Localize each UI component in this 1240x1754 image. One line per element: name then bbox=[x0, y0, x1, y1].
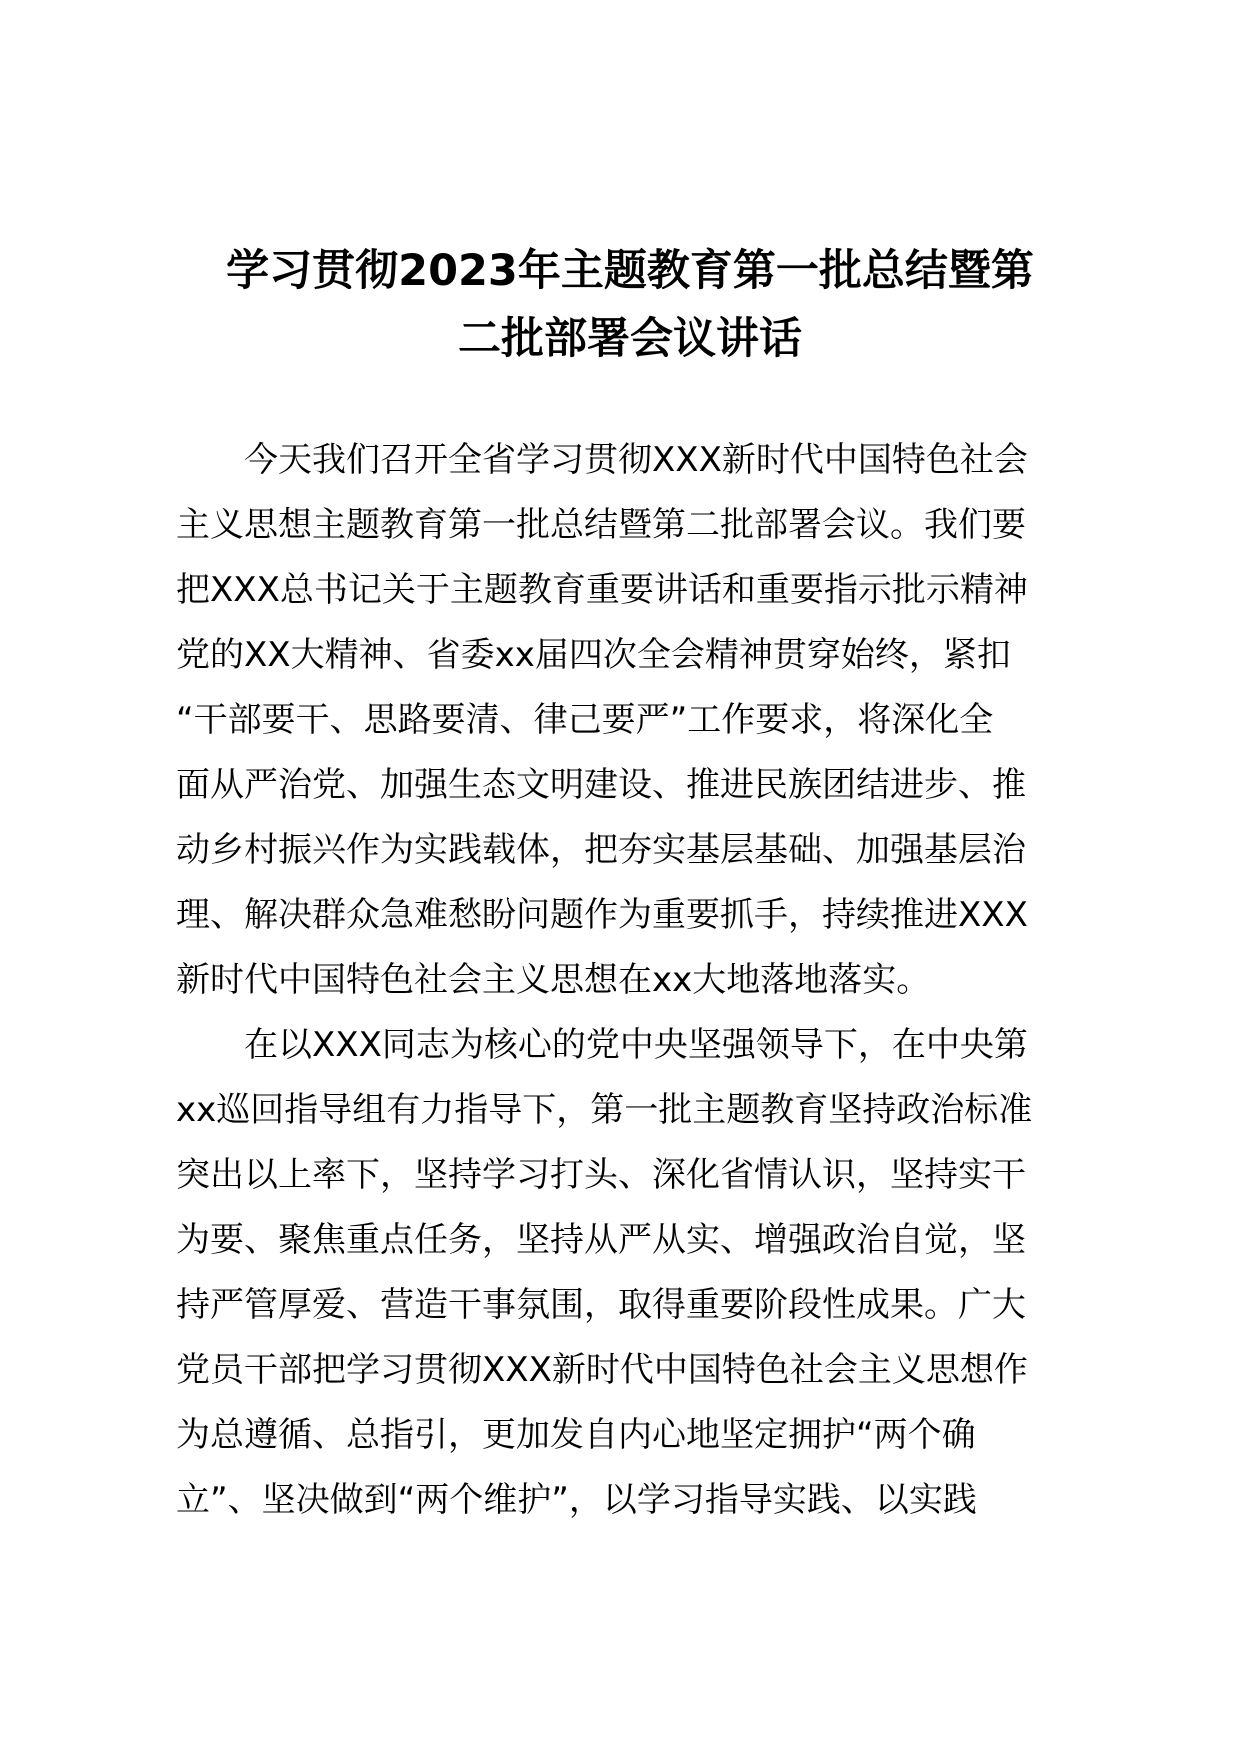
paragraph-line: 党的XX大精神、省委xx届四次全会精神贯穿始终，紧扣 bbox=[176, 635, 1011, 675]
paragraph-line: 为总遵循、总指引，更加发自内心地坚定拥护“两个确 bbox=[176, 1415, 976, 1455]
paragraph-line: 面从严治党、加强生态文明建设、推进民族团结进步、推 bbox=[176, 765, 1026, 805]
paragraph-line: 持严管厚爱、营造干事氛围，取得重要阶段性成果。广大 bbox=[176, 1285, 1026, 1325]
paragraph-1 bbox=[176, 428, 1096, 1013]
paragraph-line: 立”、坚决做到“两个维护”，以学习指导实践、以实践 bbox=[176, 1480, 977, 1520]
paragraph-2 bbox=[176, 1013, 1096, 1533]
paragraph-line: 为要、聚焦重点任务，坚持从严从实、增强政治自觉，坚 bbox=[176, 1220, 1026, 1260]
paragraph-line: 主义思想主题教育第一批总结暨第二批部署会议。我们要 bbox=[176, 505, 1026, 545]
paragraph-line: 在以XXX同志为核心的党中央坚强领导下，在中央第 bbox=[244, 1025, 1028, 1065]
paragraph-line: 动乡村振兴作为实践载体，把夯实基层基础、加强基层治 bbox=[176, 830, 1026, 870]
paragraph-line: 把XXX总书记关于主题教育重要讲话和重要指示批示精神 bbox=[176, 570, 1028, 610]
paragraph-line: “干部要干、思路要清、律己要严”工作要求，将深化全 bbox=[176, 700, 994, 740]
paragraph-line: 党员干部把学习贯彻XXX新时代中国特色社会主义思想作 bbox=[176, 1350, 1028, 1390]
document-title bbox=[160, 237, 1100, 373]
paragraph-line: 理、解决群众急难愁盼问题作为重要抓手，持续推进XXX bbox=[176, 895, 1028, 935]
paragraph-line: 新时代中国特色社会主义思想在xx大地落地落实。 bbox=[176, 960, 931, 1000]
title-line: 二批部署会议讲话 bbox=[458, 314, 802, 364]
paragraph-line: xx巡回指导组有力指导下，第一批主题教育坚持政治标准 bbox=[176, 1090, 1033, 1130]
paragraph-line: 今天我们召开全省学习贯彻XXX新时代中国特色社会 bbox=[244, 440, 1028, 480]
document-body bbox=[176, 428, 1096, 1533]
paragraph-line: 突出以上率下，坚持学习打头、深化省情认识，坚持实干 bbox=[176, 1155, 1026, 1195]
title-line: 学习贯彻2023年主题教育第一批总结暨第 bbox=[226, 246, 1034, 296]
